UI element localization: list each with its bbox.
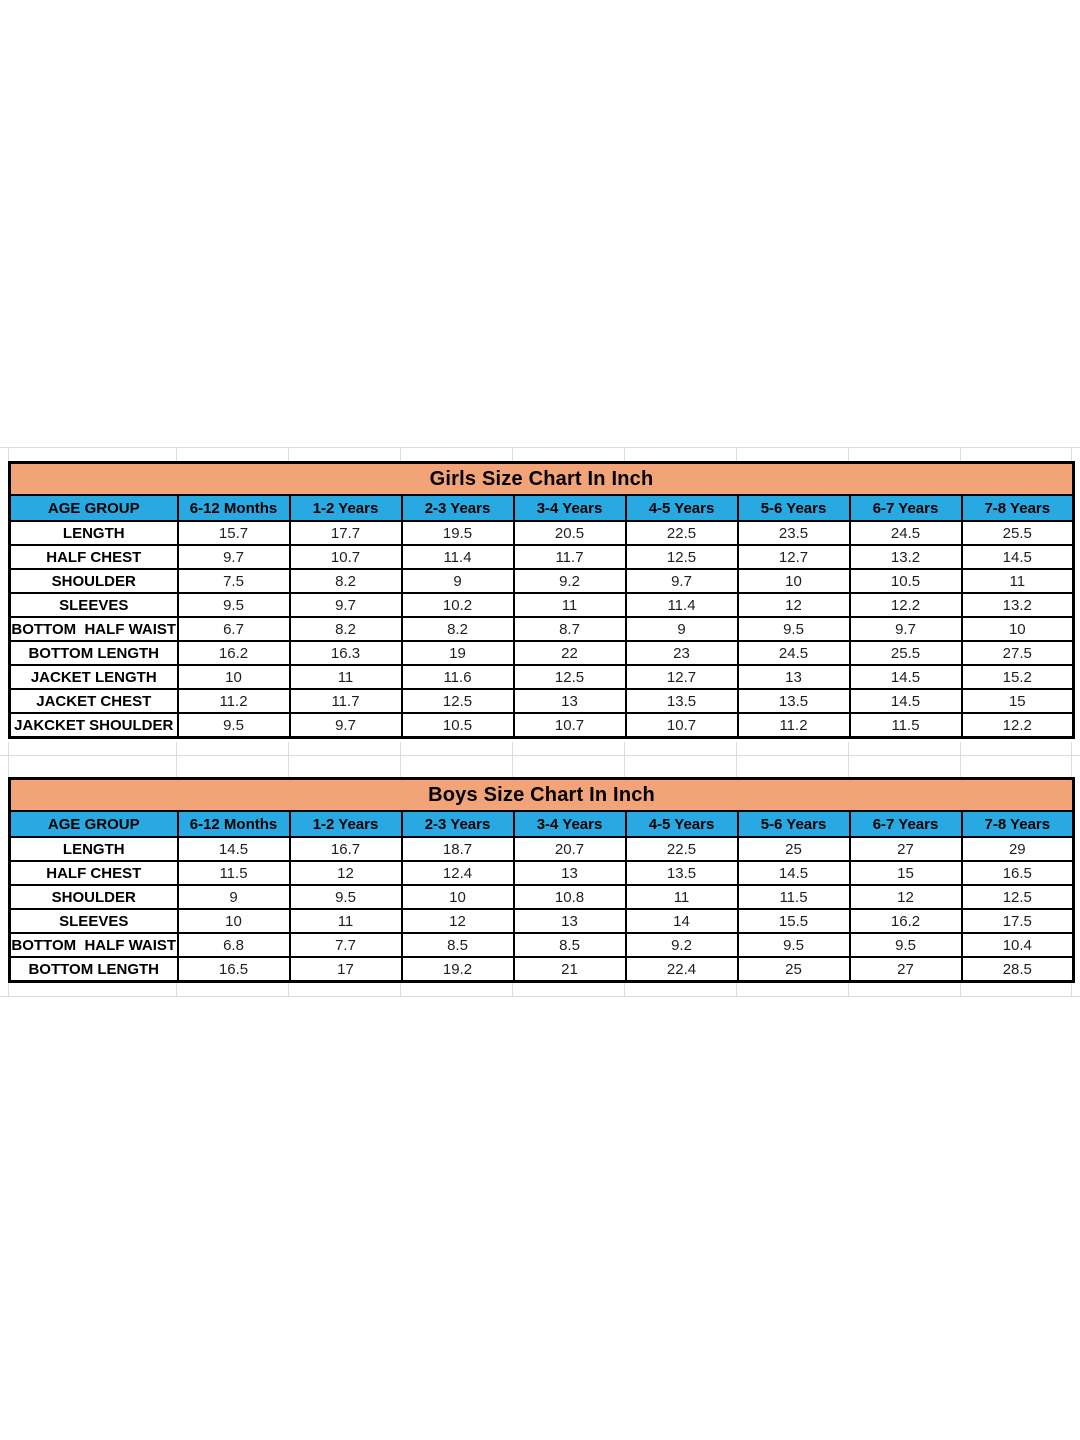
table-row: [10, 569, 1074, 593]
size-value: 24.5: [738, 641, 850, 665]
size-value: 10: [402, 885, 514, 909]
table-row: [10, 689, 1074, 713]
table-row: [10, 641, 1074, 665]
size-value: 16.2: [850, 909, 962, 933]
spreadsheet-gridlines-top: [0, 447, 1080, 462]
size-value: 10.7: [514, 713, 626, 738]
size-value: 12.2: [962, 713, 1074, 738]
size-value: 15.5: [738, 909, 850, 933]
size-value: 9: [402, 569, 514, 593]
size-value: 9: [178, 885, 290, 909]
size-value: 14.5: [962, 545, 1074, 569]
row-label: BOTTOM HALF WAIST: [10, 933, 178, 957]
table-title: Girls Size Chart In Inch: [10, 463, 1074, 496]
size-value: 13.5: [626, 861, 738, 885]
size-value: 12.5: [962, 885, 1074, 909]
column-header: 6-7 Years: [850, 495, 962, 521]
size-value: 12: [290, 861, 402, 885]
size-value: 9.2: [626, 933, 738, 957]
size-value: 16.3: [290, 641, 402, 665]
column-header: 5-6 Years: [738, 811, 850, 837]
table-row: [10, 885, 1074, 909]
size-value: 9.7: [290, 713, 402, 738]
header-row: [10, 495, 1074, 521]
size-value: 7.7: [290, 933, 402, 957]
size-value: 14.5: [738, 861, 850, 885]
size-value: 9.5: [178, 713, 290, 738]
size-value: 10: [178, 909, 290, 933]
size-value: 22: [514, 641, 626, 665]
size-value: 14.5: [178, 837, 290, 861]
size-value: 25.5: [962, 521, 1074, 545]
column-header: 3-4 Years: [514, 811, 626, 837]
size-value: 15: [850, 861, 962, 885]
size-value: 7.5: [178, 569, 290, 593]
size-value: 13: [514, 909, 626, 933]
column-header: 7-8 Years: [962, 495, 1074, 521]
size-value: 16.7: [290, 837, 402, 861]
row-label: BOTTOM HALF WAIST: [10, 617, 178, 641]
size-value: 9.7: [626, 569, 738, 593]
size-value: 11: [962, 569, 1074, 593]
row-label: SLEEVES: [10, 593, 178, 617]
column-header: 6-12 Months: [178, 811, 290, 837]
size-value: 9.7: [178, 545, 290, 569]
size-value: 9.5: [290, 885, 402, 909]
size-value: 11: [626, 885, 738, 909]
size-value: 27: [850, 957, 962, 982]
column-header: AGE GROUP: [10, 811, 178, 837]
size-value: 8.5: [514, 933, 626, 957]
size-value: 12: [850, 885, 962, 909]
size-value: 9.5: [850, 933, 962, 957]
size-value: 25: [738, 837, 850, 861]
size-value: 12.4: [402, 861, 514, 885]
size-value: 10.7: [290, 545, 402, 569]
size-value: 12.5: [514, 665, 626, 689]
size-value: 19: [402, 641, 514, 665]
table-row: [10, 617, 1074, 641]
row-label: SLEEVES: [10, 909, 178, 933]
size-value: 17: [290, 957, 402, 982]
size-value: 13: [738, 665, 850, 689]
row-label: JACKET CHEST: [10, 689, 178, 713]
size-value: 11.5: [850, 713, 962, 738]
size-value: 10: [962, 617, 1074, 641]
size-value: 17.7: [290, 521, 402, 545]
size-value: 20.5: [514, 521, 626, 545]
size-value: 12.7: [626, 665, 738, 689]
size-value: 11.2: [738, 713, 850, 738]
size-value: 11.5: [178, 861, 290, 885]
row-label: LENGTH: [10, 837, 178, 861]
size-value: 11: [290, 665, 402, 689]
row-label: BOTTOM LENGTH: [10, 957, 178, 982]
size-value: 8.7: [514, 617, 626, 641]
size-value: 12.5: [626, 545, 738, 569]
size-value: 11.7: [514, 545, 626, 569]
column-header: 5-6 Years: [738, 495, 850, 521]
table-row: [10, 593, 1074, 617]
size-value: 9: [626, 617, 738, 641]
size-value: 14.5: [850, 689, 962, 713]
size-value: 10.4: [962, 933, 1074, 957]
size-value: 19.5: [402, 521, 514, 545]
row-label: JACKET LENGTH: [10, 665, 178, 689]
size-value: 16.5: [178, 957, 290, 982]
table-row: [10, 837, 1074, 861]
table-row: [10, 713, 1074, 738]
size-value: 13.2: [850, 545, 962, 569]
size-value: 17.5: [962, 909, 1074, 933]
table-row: [10, 909, 1074, 933]
size-value: 15.2: [962, 665, 1074, 689]
row-label: HALF CHEST: [10, 861, 178, 885]
size-value: 21: [514, 957, 626, 982]
size-value: 6.7: [178, 617, 290, 641]
size-value: 12.5: [402, 689, 514, 713]
size-value: 25: [738, 957, 850, 982]
size-value: 27: [850, 837, 962, 861]
size-value: 12.7: [738, 545, 850, 569]
size-value: 11.5: [738, 885, 850, 909]
size-value: 25.5: [850, 641, 962, 665]
size-value: 11.2: [178, 689, 290, 713]
size-value: 9.5: [178, 593, 290, 617]
size-value: 11.4: [402, 545, 514, 569]
size-value: 22.5: [626, 837, 738, 861]
column-header: 1-2 Years: [290, 811, 402, 837]
size-value: 9.7: [850, 617, 962, 641]
size-value: 8.2: [290, 617, 402, 641]
size-value: 13.5: [626, 689, 738, 713]
size-value: 18.7: [402, 837, 514, 861]
row-label: SHOULDER: [10, 885, 178, 909]
size-value: 13: [514, 861, 626, 885]
size-value: 23: [626, 641, 738, 665]
size-value: 11.4: [626, 593, 738, 617]
size-value: 10: [178, 665, 290, 689]
size-value: 22.4: [626, 957, 738, 982]
size-value: 13.5: [738, 689, 850, 713]
column-header: 6-12 Months: [178, 495, 290, 521]
size-value: 8.5: [402, 933, 514, 957]
size-value: 11.7: [290, 689, 402, 713]
column-header: 3-4 Years: [514, 495, 626, 521]
size-value: 13.2: [962, 593, 1074, 617]
size-value: 10: [738, 569, 850, 593]
size-value: 19.2: [402, 957, 514, 982]
size-value: 10.8: [514, 885, 626, 909]
size-value: 13: [514, 689, 626, 713]
row-label: JAKCKET SHOULDER: [10, 713, 178, 738]
table-row: [10, 957, 1074, 982]
size-value: 27.5: [962, 641, 1074, 665]
size-value: 28.5: [962, 957, 1074, 982]
row-label: LENGTH: [10, 521, 178, 545]
size-value: 10.2: [402, 593, 514, 617]
column-header: 6-7 Years: [850, 811, 962, 837]
size-value: 15.7: [178, 521, 290, 545]
size-value: 10.5: [402, 713, 514, 738]
size-value: 11.6: [402, 665, 514, 689]
size-value: 9.5: [738, 617, 850, 641]
table-row: [10, 933, 1074, 957]
size-value: 15: [962, 689, 1074, 713]
header-row: [10, 811, 1074, 837]
size-value: 12: [402, 909, 514, 933]
column-header: AGE GROUP: [10, 495, 178, 521]
size-value: 10.5: [850, 569, 962, 593]
size-value: 22.5: [626, 521, 738, 545]
spreadsheet-gridlines-bottom: [0, 983, 1080, 997]
column-header: 7-8 Years: [962, 811, 1074, 837]
size-value: 11: [290, 909, 402, 933]
column-header: 2-3 Years: [402, 811, 514, 837]
size-value: 8.2: [290, 569, 402, 593]
girls-size-chart-table: [8, 461, 1075, 739]
size-value: 9.2: [514, 569, 626, 593]
table-row: [10, 545, 1074, 569]
column-header: 2-3 Years: [402, 495, 514, 521]
size-value: 6.8: [178, 933, 290, 957]
table-row: [10, 861, 1074, 885]
column-header: 4-5 Years: [626, 811, 738, 837]
size-value: 12: [738, 593, 850, 617]
size-value: 8.2: [402, 617, 514, 641]
row-label: SHOULDER: [10, 569, 178, 593]
row-label: HALF CHEST: [10, 545, 178, 569]
spreadsheet-gridlines-middle: [0, 742, 1080, 777]
size-value: 29: [962, 837, 1074, 861]
size-value: 11: [514, 593, 626, 617]
column-header: 4-5 Years: [626, 495, 738, 521]
table-title: Boys Size Chart In Inch: [10, 779, 1074, 812]
size-value: 9.5: [738, 933, 850, 957]
size-value: 16.5: [962, 861, 1074, 885]
size-value: 23.5: [738, 521, 850, 545]
size-value: 14.5: [850, 665, 962, 689]
column-header: 1-2 Years: [290, 495, 402, 521]
table-row: [10, 521, 1074, 545]
size-value: 16.2: [178, 641, 290, 665]
row-label: BOTTOM LENGTH: [10, 641, 178, 665]
boys-size-chart-table: [8, 777, 1075, 983]
size-value: 9.7: [290, 593, 402, 617]
table-row: [10, 665, 1074, 689]
size-value: 10.7: [626, 713, 738, 738]
size-value: 24.5: [850, 521, 962, 545]
size-value: 20.7: [514, 837, 626, 861]
size-value: 12.2: [850, 593, 962, 617]
size-value: 14: [626, 909, 738, 933]
